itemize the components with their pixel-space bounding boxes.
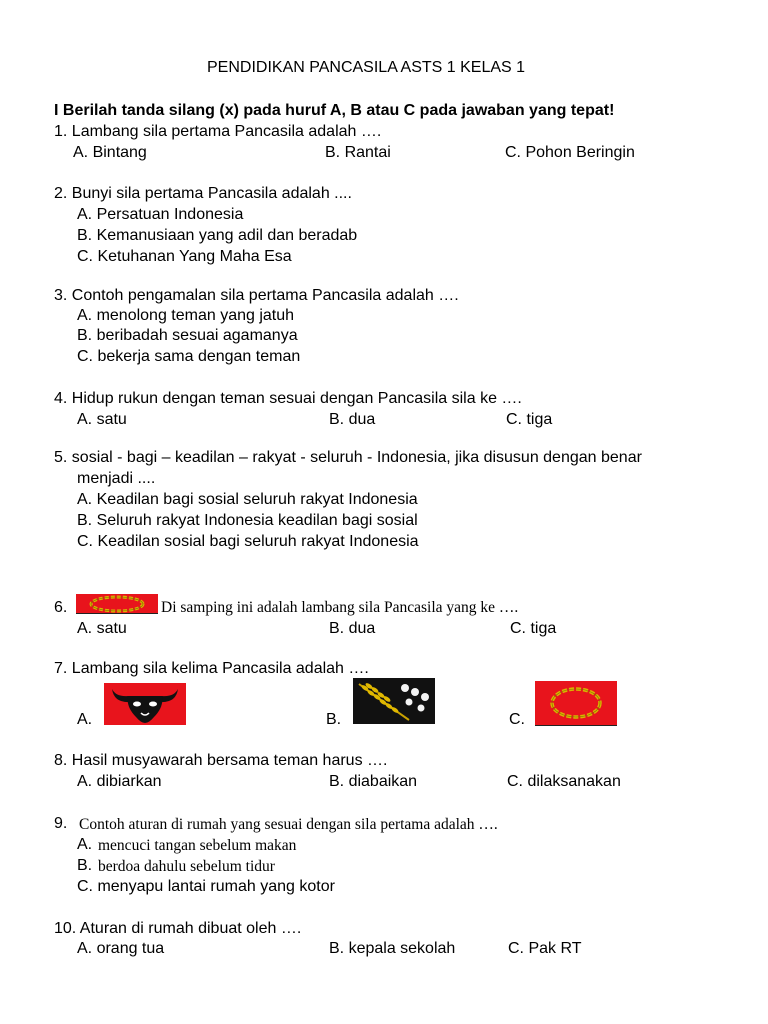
q1-option-c[interactable]: C. Pohon Beringin [505, 144, 635, 161]
q6-option-c[interactable]: C. tiga [510, 620, 557, 637]
q5-option-b[interactable]: B. Seluruh rakyat Indonesia keadilan bagi sosial [77, 512, 418, 529]
q10-option-b[interactable]: B. kepala sekolah [329, 940, 456, 957]
bull-head-symbol[interactable] [104, 683, 186, 725]
q7-option-a[interactable]: A. [77, 711, 93, 728]
question-10: 10. Aturan di rumah dibuat oleh …. [54, 920, 302, 937]
q3-option-c[interactable]: C. bekerja sama dengan teman [77, 348, 301, 365]
q8-option-a[interactable]: A. dibiarkan [77, 773, 162, 790]
question-9: Contoh aturan di rumah yang sesuai dengan sila pertama adalah …. [79, 816, 498, 833]
instruction: I Berilah tanda silang (x) pada huruf A, B atau C pada jawaban yang tepat! [54, 102, 615, 119]
q9-option-c[interactable]: C. menyapu lantai rumah yang kotor [77, 878, 335, 895]
q5-option-c[interactable]: C. Keadilan sosial bagi seluruh rakyat Indonesia [77, 533, 419, 550]
question-3: 3. Contoh pengamalan sila pertama Pancasila adalah …. [54, 287, 459, 304]
q1-option-b[interactable]: B. Rantai [325, 144, 391, 161]
q9-option-b-letter[interactable]: B. [77, 857, 93, 874]
q6-option-b[interactable]: B. dua [329, 620, 376, 637]
q2-option-a[interactable]: A. Persatuan Indonesia [77, 206, 244, 223]
q2-option-b[interactable]: B. Kemanusiaan yang adil dan beradab [77, 227, 358, 244]
q4-option-c[interactable]: C. tiga [506, 411, 553, 428]
question-1: 1. Lambang sila pertama Pancasila adalah …. [54, 123, 382, 140]
rice-cotton-symbol[interactable] [353, 678, 435, 724]
q7-option-b[interactable]: B. [326, 711, 342, 728]
q2-option-c[interactable]: C. Ketuhanan Yang Maha Esa [77, 248, 292, 265]
q9-option-a[interactable]: mencuci tangan sebelum makan [98, 837, 297, 854]
q8-option-b[interactable]: B. diabaikan [329, 773, 418, 790]
q4-option-b[interactable]: B. dua [329, 411, 376, 428]
question-8: 8. Hasil musyawarah bersama teman harus …. [54, 752, 388, 769]
chain-symbol-q6 [76, 594, 158, 614]
question-5-cont: menjadi .... [77, 470, 156, 487]
page-title: PENDIDIKAN PANCASILA ASTS 1 KELAS 1 [207, 59, 526, 76]
q6-option-a[interactable]: A. satu [77, 620, 127, 637]
q3-option-b[interactable]: B. beribadah sesuai agamanya [77, 327, 298, 344]
q10-option-a[interactable]: A. orang tua [77, 940, 165, 957]
chain-symbol-q7[interactable] [535, 681, 617, 726]
q3-option-a[interactable]: A. menolong teman yang jatuh [77, 307, 295, 324]
question-4: 4. Hidup rukun dengan teman sesuai dengan Pancasila sila ke …. [54, 390, 522, 407]
q9-option-a-letter[interactable]: A. [77, 836, 93, 853]
q10-option-c[interactable]: C. Pak RT [508, 940, 582, 957]
q8-option-c[interactable]: C. dilaksanakan [507, 773, 621, 790]
q7-option-c[interactable]: C. [509, 711, 525, 728]
question-6: Di samping ini adalah lambang sila Pancasila yang ke …. [161, 599, 519, 616]
q4-option-a[interactable]: A. satu [77, 411, 127, 428]
q1-option-a[interactable]: A. Bintang [73, 144, 147, 161]
q5-option-a[interactable]: A. Keadilan bagi sosial seluruh rakyat Indonesia [77, 491, 418, 508]
question-2: 2. Bunyi sila pertama Pancasila adalah .... [54, 185, 352, 202]
question-7: 7. Lambang sila kelima Pancasila adalah …. [54, 660, 369, 677]
question-5: 5. sosial - bagi – keadilan – rakyat - seluruh - Indonesia, jika disusun dengan benar [54, 449, 642, 466]
question-9-number: 9. [54, 815, 68, 832]
question-6-number: 6. [54, 599, 68, 616]
q9-option-b[interactable]: berdoa dahulu sebelum tidur [98, 858, 275, 875]
